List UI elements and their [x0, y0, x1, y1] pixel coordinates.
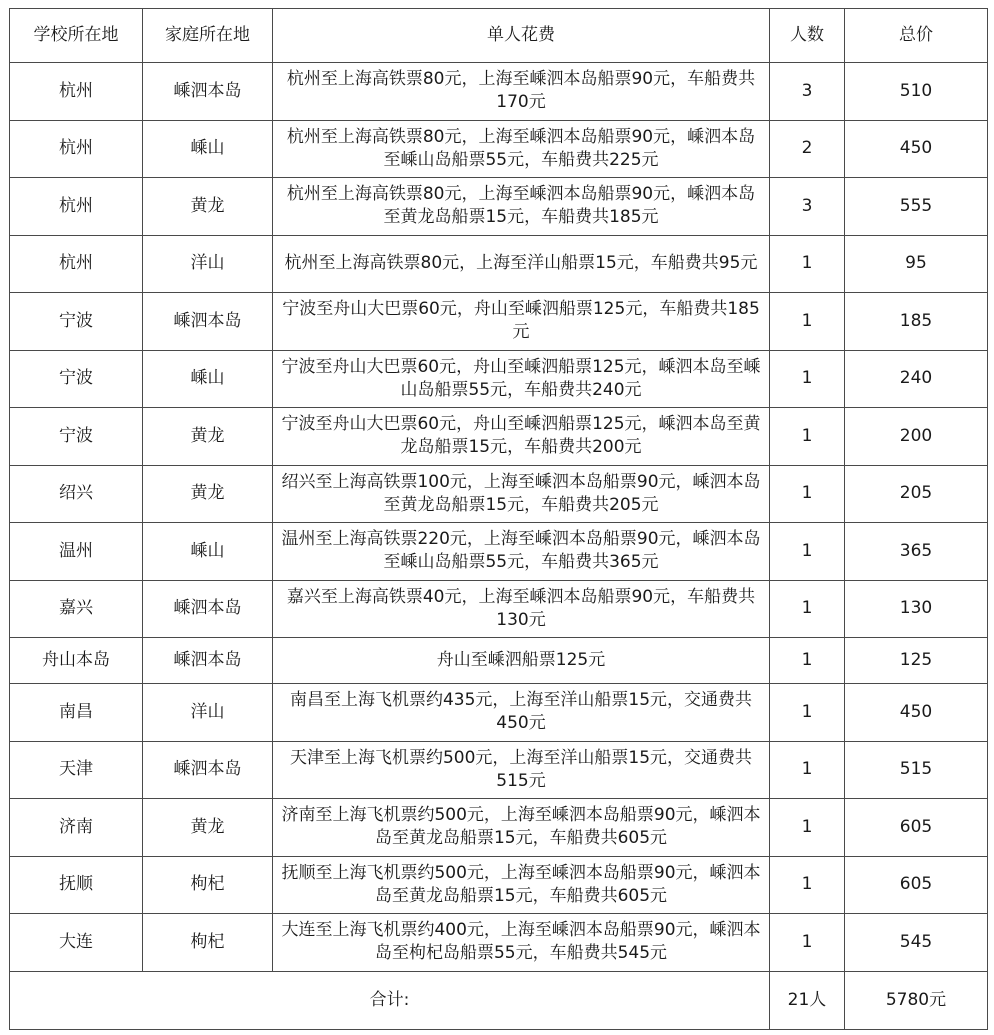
cell-total: 95 [845, 235, 988, 293]
cell-cost: 大连至上海飞机票约400元，上海至嵊泗本岛船票90元，嵊泗本岛至枸杞岛船票55元，车船费共545元 [273, 914, 770, 972]
cell-cost: 天津至上海飞机票约500元，上海至洋山船票15元，交通费共515元 [273, 741, 770, 799]
header-count: 人数 [770, 9, 845, 63]
cell-total: 205 [845, 465, 988, 523]
cell-cost: 抚顺至上海飞机票约500元，上海至嵊泗本岛船票90元，嵊泗本岛至黄龙岛船票15元，车船费共605元 [273, 856, 770, 914]
cell-count: 1 [770, 914, 845, 972]
table-header-row [10, 9, 988, 63]
table-row [10, 914, 988, 972]
cell-count: 3 [770, 63, 845, 121]
cell-total: 605 [845, 856, 988, 914]
total-label: 合计: [10, 971, 770, 1029]
table-row [10, 580, 988, 638]
table-row [10, 235, 988, 293]
table-total-row [10, 971, 988, 1029]
table-row [10, 799, 988, 857]
cell-home: 嵊山 [143, 523, 273, 581]
cell-home: 洋山 [143, 684, 273, 742]
cell-cost: 杭州至上海高铁票80元，上海至嵊泗本岛船票90元，嵊泗本岛至嵊山岛船票55元，车船费共225元 [273, 120, 770, 178]
cell-cost: 嘉兴至上海高铁票40元，上海至嵊泗本岛船票90元，车船费共130元 [273, 580, 770, 638]
cell-home: 嵊泗本岛 [143, 293, 273, 351]
cell-count: 1 [770, 684, 845, 742]
total-count: 21人 [770, 971, 845, 1029]
cell-cost: 温州至上海高铁票220元，上海至嵊泗本岛船票90元，嵊泗本岛至嵊山岛船票55元，车船费共365元 [273, 523, 770, 581]
travel-cost-table [9, 8, 988, 1030]
cell-home: 嵊泗本岛 [143, 741, 273, 799]
table-row [10, 63, 988, 121]
cell-school: 抚顺 [10, 856, 143, 914]
cell-school: 杭州 [10, 63, 143, 121]
cell-home: 黄龙 [143, 465, 273, 523]
cell-total: 450 [845, 684, 988, 742]
cell-total: 515 [845, 741, 988, 799]
cell-school: 宁波 [10, 293, 143, 351]
cell-total: 450 [845, 120, 988, 178]
cell-school: 南昌 [10, 684, 143, 742]
cell-school: 杭州 [10, 120, 143, 178]
cell-cost: 杭州至上海高铁票80元，上海至洋山船票15元，车船费共95元 [273, 235, 770, 293]
cell-total: 125 [845, 638, 988, 684]
table-row [10, 120, 988, 178]
table-row [10, 465, 988, 523]
cell-count: 1 [770, 856, 845, 914]
cell-count: 1 [770, 408, 845, 466]
cell-count: 1 [770, 580, 845, 638]
cell-count: 1 [770, 799, 845, 857]
cell-school: 绍兴 [10, 465, 143, 523]
cell-cost: 杭州至上海高铁票80元，上海至嵊泗本岛船票90元，车船费共170元 [273, 63, 770, 121]
cell-school: 天津 [10, 741, 143, 799]
cell-count: 1 [770, 235, 845, 293]
cell-home: 黄龙 [143, 178, 273, 236]
cell-home: 枸杞 [143, 856, 273, 914]
table-row [10, 350, 988, 408]
cell-home: 嵊泗本岛 [143, 580, 273, 638]
table-row [10, 178, 988, 236]
cell-cost: 宁波至舟山大巴票60元，舟山至嵊泗船票125元，嵊泗本岛至黄龙岛船票15元，车船费共200元 [273, 408, 770, 466]
table-row [10, 741, 988, 799]
cell-cost: 济南至上海飞机票约500元，上海至嵊泗本岛船票90元，嵊泗本岛至黄龙岛船票15元，车船费共605元 [273, 799, 770, 857]
cell-home: 嵊山 [143, 120, 273, 178]
header-total: 总价 [845, 9, 988, 63]
cell-total: 200 [845, 408, 988, 466]
cell-home: 嵊山 [143, 350, 273, 408]
cell-cost: 绍兴至上海高铁票100元，上海至嵊泗本岛船票90元，嵊泗本岛至黄龙岛船票15元，车船费共205元 [273, 465, 770, 523]
cell-count: 1 [770, 293, 845, 351]
cell-total: 185 [845, 293, 988, 351]
cell-count: 1 [770, 523, 845, 581]
cell-total: 555 [845, 178, 988, 236]
cell-total: 240 [845, 350, 988, 408]
cell-home: 枸杞 [143, 914, 273, 972]
header-school: 学校所在地 [10, 9, 143, 63]
cell-school: 舟山本岛 [10, 638, 143, 684]
cell-count: 3 [770, 178, 845, 236]
header-home: 家庭所在地 [143, 9, 273, 63]
table-row [10, 856, 988, 914]
cell-school: 大连 [10, 914, 143, 972]
cell-cost: 宁波至舟山大巴票60元，舟山至嵊泗船票125元，车船费共185元 [273, 293, 770, 351]
cell-home: 黄龙 [143, 799, 273, 857]
cell-home: 洋山 [143, 235, 273, 293]
cell-count: 1 [770, 638, 845, 684]
cell-total: 365 [845, 523, 988, 581]
total-amount: 5780元 [845, 971, 988, 1029]
cell-total: 605 [845, 799, 988, 857]
cell-cost: 舟山至嵊泗船票125元 [273, 638, 770, 684]
header-cost: 单人花费 [273, 9, 770, 63]
table-row [10, 684, 988, 742]
cell-school: 杭州 [10, 178, 143, 236]
cell-count: 1 [770, 465, 845, 523]
cell-total: 545 [845, 914, 988, 972]
cell-school: 宁波 [10, 408, 143, 466]
cell-count: 1 [770, 741, 845, 799]
cell-cost: 杭州至上海高铁票80元，上海至嵊泗本岛船票90元，嵊泗本岛至黄龙岛船票15元，车船费共185元 [273, 178, 770, 236]
cell-school: 温州 [10, 523, 143, 581]
cell-cost: 宁波至舟山大巴票60元，舟山至嵊泗船票125元，嵊泗本岛至嵊山岛船票55元，车船费共240元 [273, 350, 770, 408]
cell-cost: 南昌至上海飞机票约435元，上海至洋山船票15元，交通费共450元 [273, 684, 770, 742]
cell-school: 济南 [10, 799, 143, 857]
cell-total: 510 [845, 63, 988, 121]
table-row [10, 638, 988, 684]
table-row [10, 293, 988, 351]
cell-home: 嵊泗本岛 [143, 63, 273, 121]
cell-count: 2 [770, 120, 845, 178]
table-row [10, 523, 988, 581]
table-row [10, 408, 988, 466]
cell-home: 嵊泗本岛 [143, 638, 273, 684]
cell-school: 杭州 [10, 235, 143, 293]
cell-home: 黄龙 [143, 408, 273, 466]
cell-school: 宁波 [10, 350, 143, 408]
cell-total: 130 [845, 580, 988, 638]
cell-school: 嘉兴 [10, 580, 143, 638]
cell-count: 1 [770, 350, 845, 408]
